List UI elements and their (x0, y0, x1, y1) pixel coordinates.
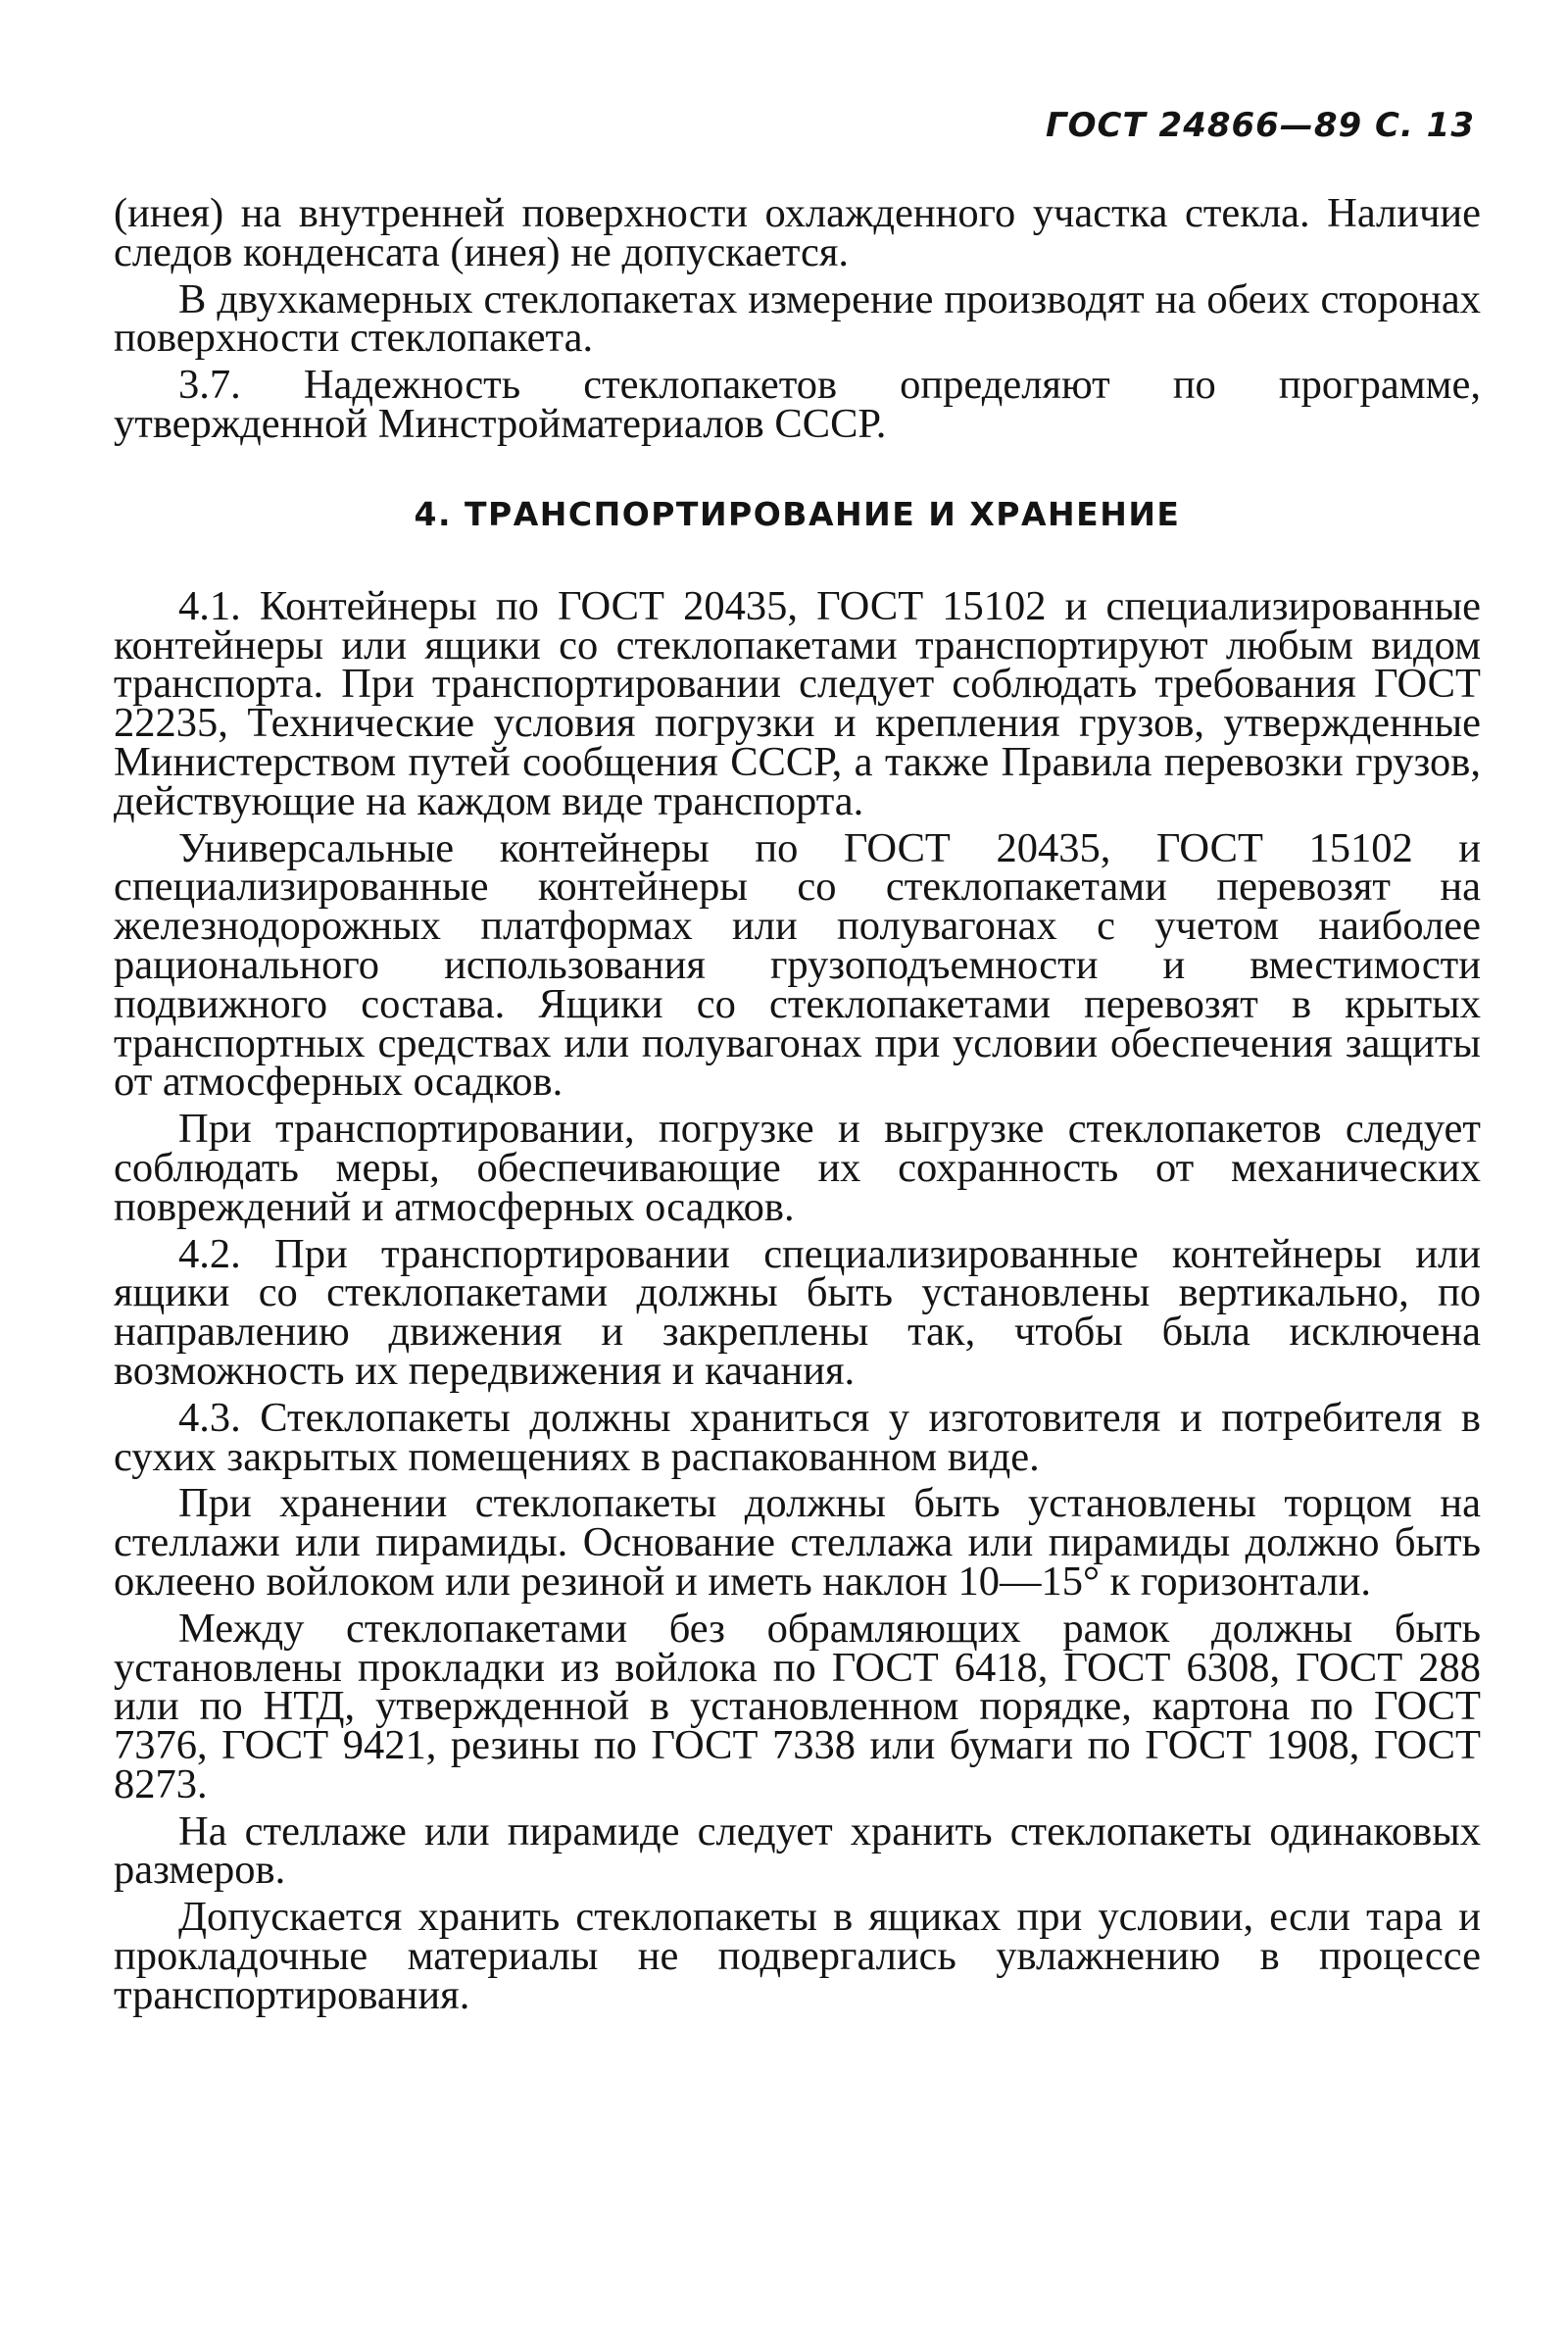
paragraph: Между стеклопакетами без обрамляющих рамок должны быть установлены прокладки из войлока по ГОСТ 6418, ГОСТ 6308, ГОСТ 288 или по НТД, утвержденной в установленном порядке, картона по ГОСТ 7376, ГОСТ 9421, резины по ГОСТ 7338 или бумаги по ГОСТ 1908, ГОСТ 8273. (114, 1605, 1481, 1807)
section-title: 4. ТРАНСПОРТИРОВАНИЕ И ХРАНЕНИЕ (414, 494, 1181, 533)
paragraph: На стеллаже или пирамиде следует хранить стеклопакеты одинаковых размеров. (114, 1807, 1481, 1894)
paragraph: Допускается хранить стеклопакеты в ящиках при условии, если тара и прокладочные материалы не подвергались увлажнению в процессе транспортирования. (114, 1894, 1481, 2018)
paragraph-4-3: 4.3. Стеклопакеты должны храниться у изготовителя и потребителя в сухих закрытых помещениях в распакованном виде. (114, 1394, 1481, 1480)
paragraph-4-1: 4.1. Контейнеры по ГОСТ 20435, ГОСТ 15102 и специализированные контейнеры или ящики со стеклопакетами транспортируют любым видом транспорта. При транспортировании следует соблюдать требования ГОСТ 22235, Технические условия погрузки и крепления грузов, утвержденные Министерством путей сообщения СССР, а также Правила перевозки грузов, действующие на каждом виде транспорта. (114, 582, 1481, 824)
document-body (114, 190, 1481, 2023)
paragraph-4-2: 4.2. При транспортировании специализированные контейнеры или ящики со стеклопакетами должны быть установлены вертикально, по направлению движения и закреплены так, чтобы была исключена возможность их передвижения и качания. (114, 1230, 1481, 1394)
paragraph: Универсальные контейнеры по ГОСТ 20435, ГОСТ 15102 и специализированные контейнеры со стеклопакетами перевозят на железнодорожных платформах или полувагонах с учетом наиболее рационального использования грузоподъемности и вместимости подвижного состава. Ящики со стеклопакетами перевозят в крытых транспортных средствах или полувагонах при условии обеспечения защиты от атмосферных осадков. (114, 824, 1481, 1106)
paragraph-3-7: 3.7. Надежность стеклопакетов определяют по программе, утвержденной Минстройматериалов СССР. (114, 362, 1481, 447)
paragraph: При транспортировании, погрузке и выгрузке стеклопакетов следует соблюдать меры, обеспечивающие их сохранность от механических повреждений и атмосферных осадков. (114, 1106, 1481, 1230)
paragraph: В двухкамерных стеклопакетах измерение производят на обеих сторонах поверхности стеклопакета. (114, 275, 1481, 362)
paragraph-continuation: (инея) на внутренней поверхности охлажденного участка стекла. Наличие следов конденсата (инея) не допускается. (114, 190, 1481, 275)
paragraph: При хранении стеклопакеты должны быть установлены торцом на стеллажи или пирамиды. Основание стеллажа или пирамиды должно быть оклеено войлоком или резиной и иметь наклон 10—15° к горизонтали. (114, 1480, 1481, 1605)
page-header: ГОСТ 24866—89 С. 13 (1045, 106, 1475, 145)
